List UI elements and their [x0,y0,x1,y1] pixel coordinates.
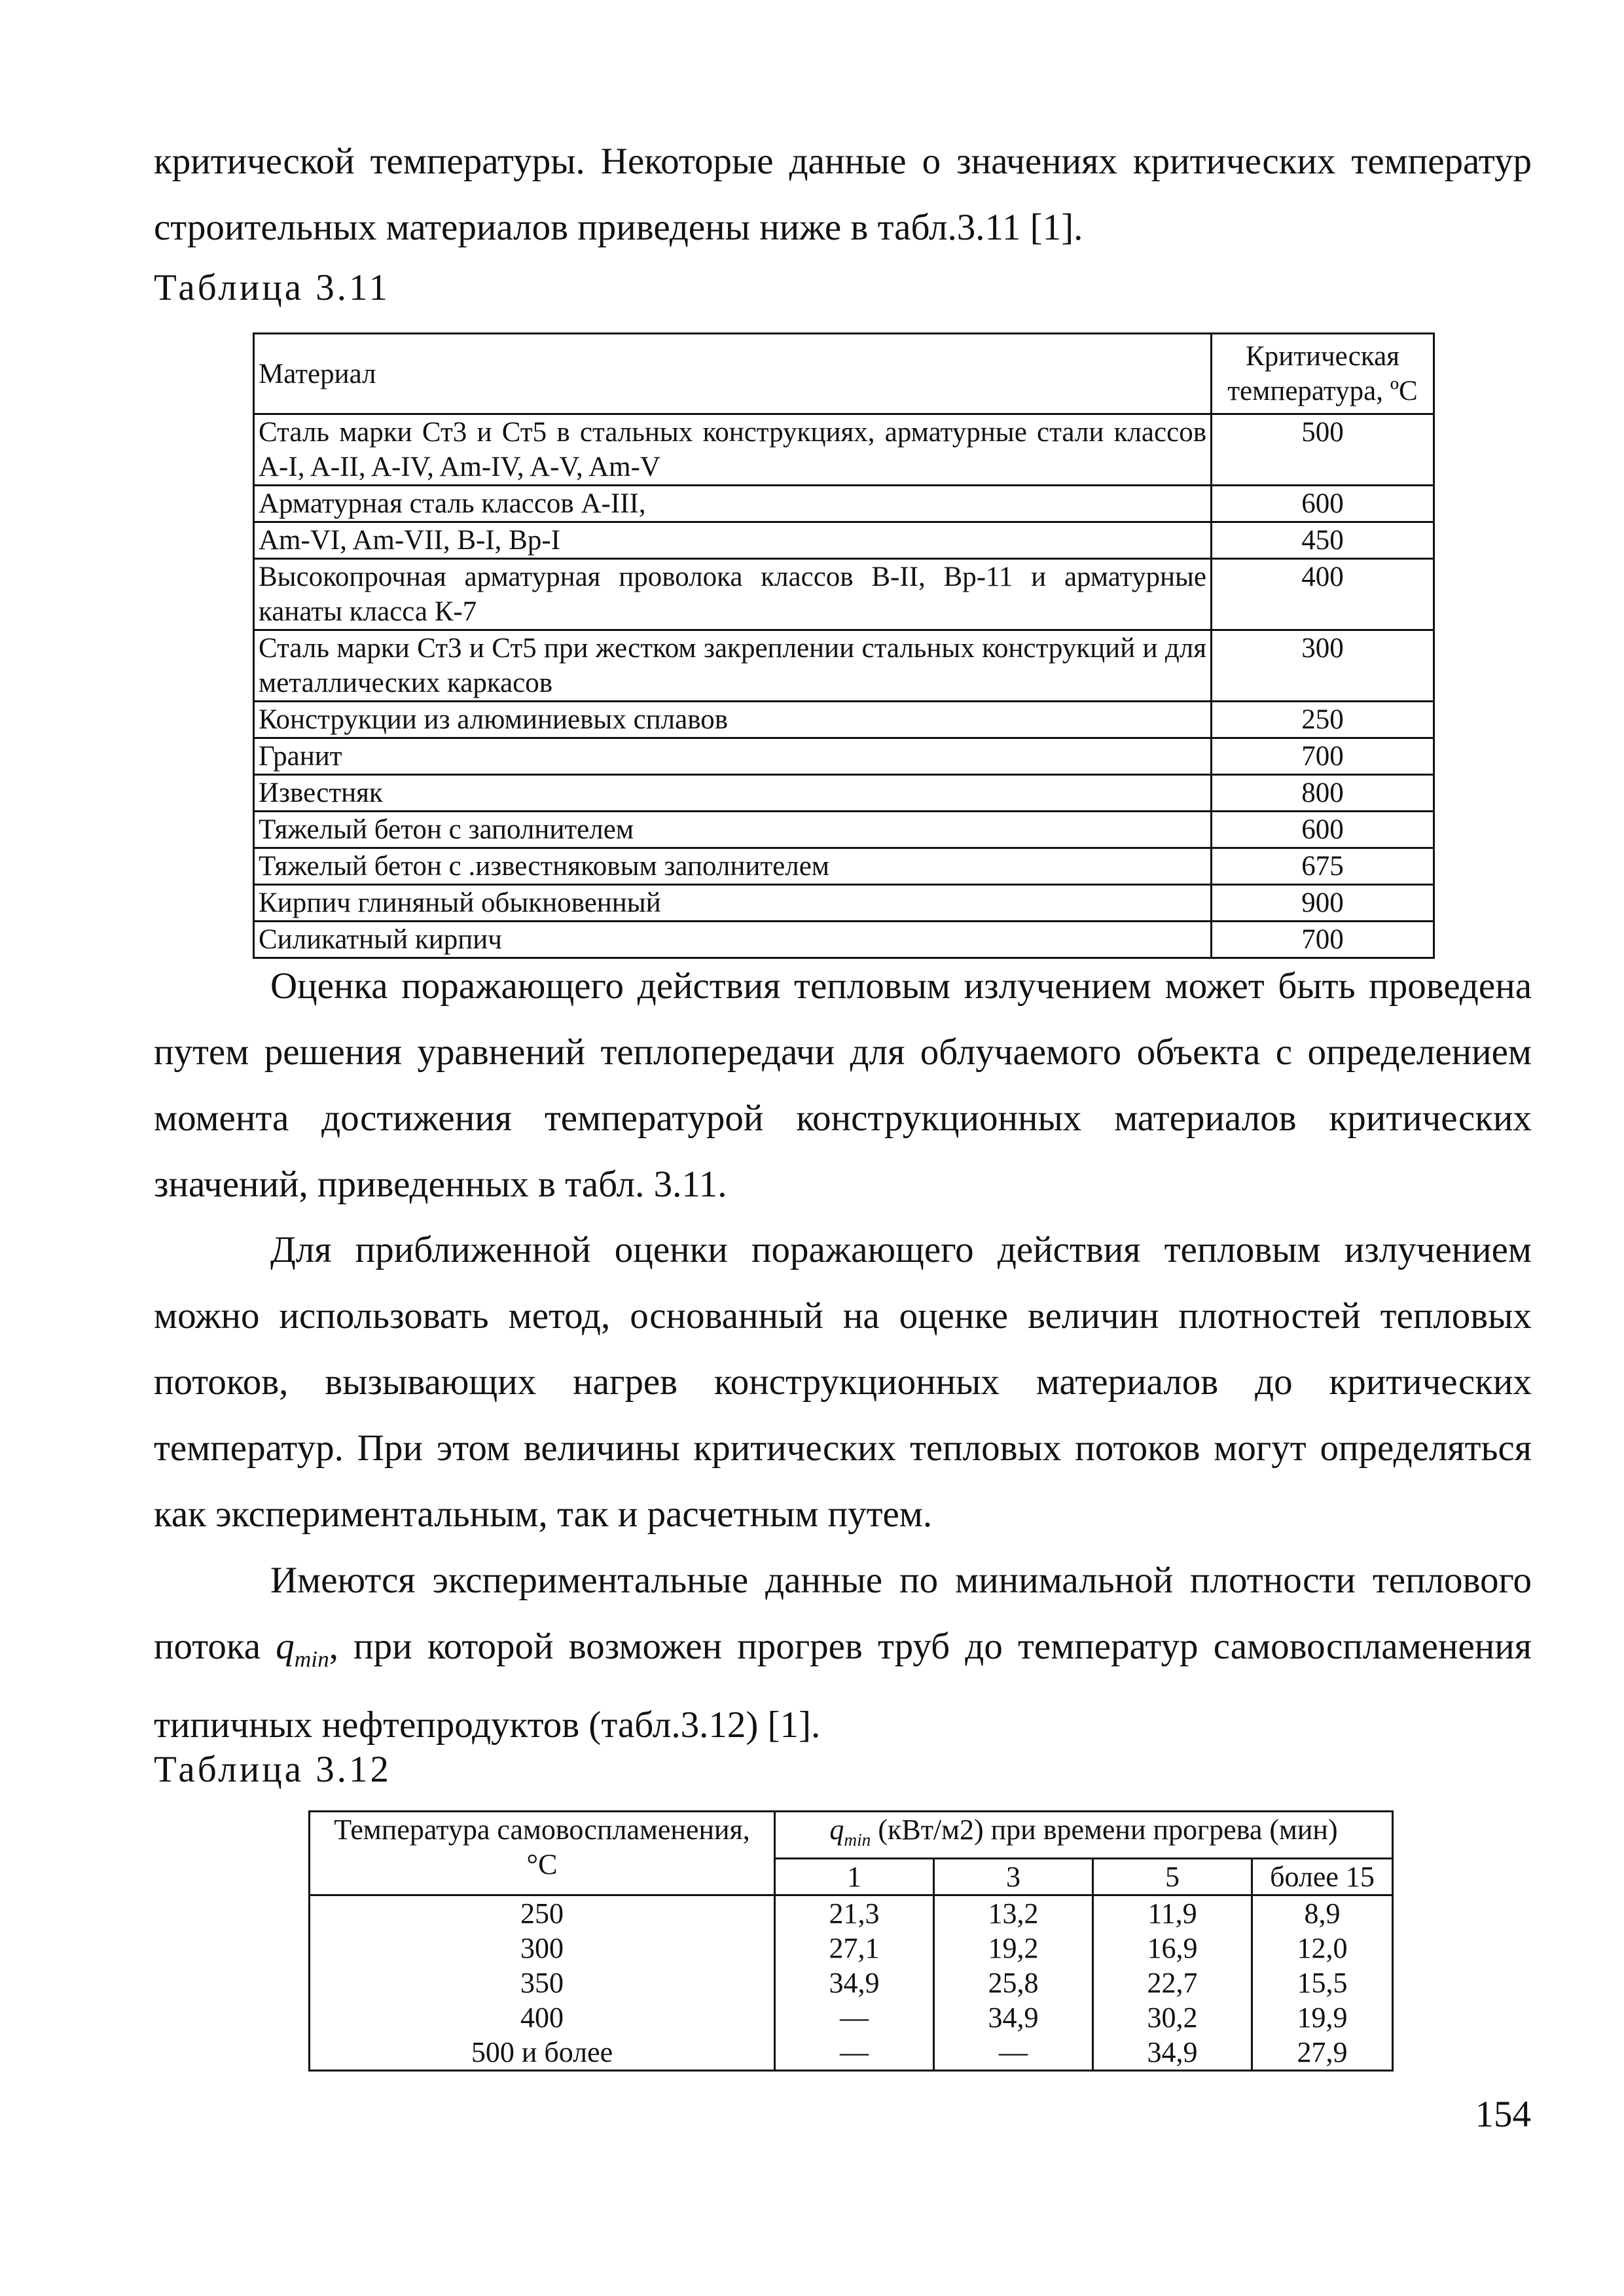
paragraph-thermal-assessment: Оценка поражающего действия тепловым излучением может быть проведена путем решения уравнений теплопередачи для облучаемого объекта с определением момента достижения температурой конструкционных материалов критических значений, приведенных в табл. 3.11. [154,965,1532,1205]
header-temp-line2: температура, ºС [1227,376,1418,406]
header-ignition-temp-line1: Температура самовоспламенения, [334,1814,750,1846]
qmin-symbol [276,1626,329,1672]
material-cell: Кирпич глиняный обыкновенный [254,885,1212,922]
table-row [254,775,1434,812]
temp-cell: 400 [310,2000,775,2035]
material-cell: Сталь марки Ст3 и Ст5 в стальных конструкциях, арматурные стали классов A-I, A-II, A-IV, Am-IV, A-V, Am-V [254,414,1212,486]
header-temp-line1: Критическая [1246,341,1399,372]
table-row [254,414,1434,486]
temp-cell: 300 [310,1931,775,1965]
time-header: 1 [775,1858,934,1895]
value-cell: — [775,2000,934,2035]
para3-after: , при которой возможен прогрев труб до температур самовоспламенения типичных нефтепродуктов (табл.3.12) [1]. [154,1626,1532,1746]
material-cell: Сталь марки Ст3 и Ст5 при жестком закреплении стальных конструкций и для металлических каркасов [254,630,1212,702]
table-row [254,702,1434,738]
value-cell: 12,0 [1252,1931,1393,1965]
material-cell: Тяжелый бетон с заполнителем [254,812,1212,848]
time-header: 5 [1093,1858,1252,1895]
table-row [310,1895,1393,1931]
table-311-caption: Таблица 3.11 [154,267,390,308]
temp-cell: 800 [1212,775,1434,812]
value-cell: 25,8 [934,1965,1093,2000]
temp-cell: 250 [1212,702,1434,738]
value-cell: 22,7 [1093,1965,1252,2000]
temp-cell: 500 [1212,414,1434,486]
header-qmin-rest: (кВт/м2) при времени прогрева (мин) [871,1814,1338,1846]
temp-cell: 400 [1212,559,1434,630]
header-critical-temp [1212,334,1434,414]
header-qmin-letter: q [829,1814,844,1846]
table-row [254,885,1434,922]
temp-cell: 900 [1212,885,1434,922]
value-cell: 34,9 [934,2000,1093,2035]
header-ignition-temp-line2: °С [526,1848,558,1880]
value-cell: 13,2 [934,1895,1093,1931]
para3-before: Имеются экспериментальные данные по минимальной плотности теплового потока [154,1560,1532,1667]
value-cell: 16,9 [1093,1931,1252,1965]
value-cell: 15,5 [1252,1965,1393,2000]
material-cell: Арматурная сталь классов A-III, [254,486,1212,522]
table-row [254,559,1434,630]
temp-cell: 700 [1212,922,1434,958]
qmin-letter: q [276,1626,295,1667]
header-ignition-temp [310,1812,775,1895]
table-row [254,848,1434,885]
value-cell: — [775,2035,934,2071]
table-header-row [310,1812,1393,1859]
material-cell: Силикатный кирпич [254,922,1212,958]
intro-line-1: критической температуры. Некоторые данные о значениях критических температур [154,141,1532,182]
temp-cell: 300 [1212,630,1434,702]
paragraph-experimental-data [154,1547,1532,1758]
temp-cell: 450 [1212,522,1434,559]
temp-cell: 675 [1212,848,1434,885]
paragraph-approximate-method: Для приближенной оценки поражающего действия тепловым излучением можно использовать метод, основанный на оценке величин плотностей тепловых потоков, вызывающих нагрев конструкционных материалов до критических температур. При этом величины критических тепловых потоков могут определяться как экспериментальным, так и расчетным путем. [154,1229,1532,1535]
material-cell: Известняк [254,775,1212,812]
table-row [310,2000,1393,2035]
table-row [254,522,1434,559]
table-row [254,812,1434,848]
temp-cell: 500 и более [310,2035,775,2071]
material-cell: Тяжелый бетон с .известняковым заполнителем [254,848,1212,885]
value-cell: 27,1 [775,1931,934,1965]
page-number: 154 [1475,2094,1531,2135]
value-cell: 8,9 [1252,1895,1393,1931]
value-cell: 34,9 [1093,2035,1252,2071]
table-row [254,630,1434,702]
temp-cell: 600 [1212,486,1434,522]
header-qmin-subscript: min [844,1829,871,1850]
value-cell: — [934,2035,1093,2071]
value-cell: 19,2 [934,1931,1093,1965]
value-cell: 11,9 [1093,1895,1252,1931]
table-row [254,486,1434,522]
intro-paragraph-line2 [154,194,1532,260]
intro-paragraph [154,128,1532,194]
value-cell: 27,9 [1252,2035,1393,2071]
table-3-11 [253,332,1435,959]
time-header: 3 [934,1858,1093,1895]
value-cell: 30,2 [1093,2000,1252,2035]
table-row [310,1965,1393,2000]
table-312-caption: Таблица 3.12 [154,1749,392,1790]
table-row [254,738,1434,775]
value-cell: 34,9 [775,1965,934,2000]
qmin-subscript: min [294,1646,329,1672]
intro-line-2: строительных материалов приведены ниже в табл.3.11 [1]. [154,207,1083,248]
value-cell: 21,3 [775,1895,934,1931]
temp-cell: 600 [1212,812,1434,848]
table-row [310,2035,1393,2071]
temp-cell: 350 [310,1965,775,2000]
material-cell: Am-VI, Am-VII, B-I, Bp-I [254,522,1212,559]
table-row [310,1931,1393,1965]
material-cell: Гранит [254,738,1212,775]
material-cell: Высокопрочная арматурная проволока классов B-II, Bp-11 и арматурные канаты класса К-7 [254,559,1212,630]
material-cell: Конструкции из алюминиевых сплавов [254,702,1212,738]
header-qmin [775,1812,1393,1859]
table-header-row [254,334,1434,414]
header-qmin-symbol [829,1814,871,1850]
value-cell: 19,9 [1252,2000,1393,2035]
temp-cell: 700 [1212,738,1434,775]
time-header: более 15 [1252,1858,1393,1895]
header-material: Материал [254,334,1212,414]
temp-cell: 250 [310,1895,775,1931]
table-3-12 [308,1810,1394,2072]
